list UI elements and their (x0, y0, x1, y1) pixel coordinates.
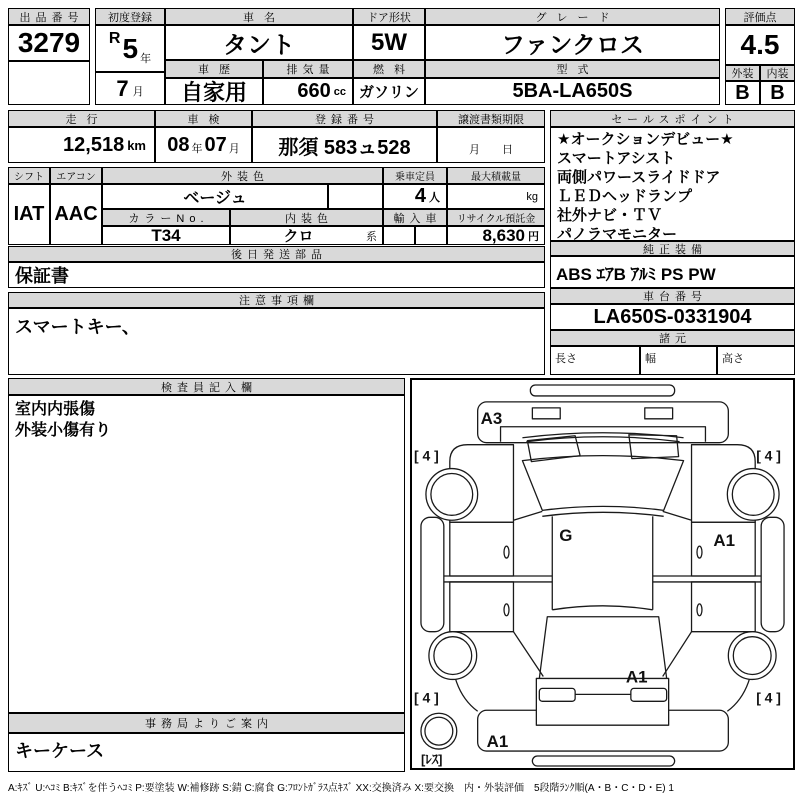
chassis-number: LA650S-0331904 (550, 304, 795, 330)
inspector-notes (8, 395, 405, 713)
aircon-header: エアコン (50, 167, 102, 184)
door-handle-right-rear (697, 604, 702, 616)
rear-bumper-grade-label: A1 (486, 732, 509, 752)
tire-mark-front-left: [ 4 ] (413, 447, 439, 464)
exterior-color-header: 外装色 (102, 167, 383, 184)
recycle-fee-header: リサイクル預託金 (447, 209, 545, 226)
exterior-color: ベージュ (102, 184, 328, 209)
spare-tire-outer (421, 713, 457, 749)
glass-grade-label: G (559, 526, 573, 546)
spec-header: 諸元 (550, 330, 795, 346)
rear-wheel-right (733, 637, 771, 675)
displacement (263, 78, 353, 105)
sales-point: パノラマモニター (557, 226, 678, 241)
front-wheel-left (431, 474, 473, 516)
a-pillar-right (663, 511, 692, 520)
fuel: ガソリン (353, 78, 425, 105)
c-pillar-right (663, 632, 692, 677)
car-diagram-svg (413, 381, 792, 767)
capacity-value: 4 (414, 185, 426, 207)
capacity-unit: 人 (429, 191, 440, 204)
later-parts-header: 後日発送部品 (8, 246, 545, 262)
front-lamp-right (645, 408, 673, 419)
first-registration-year-cell (95, 25, 165, 72)
interior-color-header: 内装色 (230, 209, 383, 226)
car-name: タント (165, 25, 353, 60)
inspection-month-unit: 月 (228, 143, 240, 155)
era-year-unit: 年 (140, 53, 152, 65)
reg-month-unit: 月 (132, 86, 144, 98)
model-header: 型式 (425, 60, 720, 78)
car-diagram-panel (410, 378, 795, 770)
office-notes: キーケース (8, 733, 405, 772)
auction-number-header: 出品番号 (8, 8, 90, 25)
sill-left (421, 517, 444, 631)
side-grade-label: A1 (713, 531, 736, 551)
history-header: 車歴 (165, 60, 263, 78)
mileage (8, 127, 155, 163)
recycle-fee (447, 226, 545, 245)
side-seam-left (444, 576, 552, 582)
door-shape: 5W (353, 25, 425, 60)
sales-point: 両側パワースライドドア (557, 169, 721, 186)
displacement-unit: cc (333, 85, 346, 98)
fuel-header: 燃料 (353, 60, 425, 78)
displacement-header: 排気量 (263, 60, 353, 78)
shift-header: シフト (8, 167, 50, 184)
tire-mark-rear-left: [ 4 ] (413, 689, 439, 706)
spec-width-cell: 幅 (640, 346, 717, 375)
sales-point: ★オークションデビュー★ (557, 131, 734, 148)
displacement-value: 660 (297, 80, 331, 102)
registration-number: 那須 583ュ528 (252, 127, 437, 163)
front-bumper-grade-label: A3 (480, 408, 503, 428)
inspection-year: 08 (167, 133, 190, 156)
roof-front-arc (542, 512, 663, 516)
door-handle-left-rear (504, 604, 509, 616)
inspection-date (155, 127, 252, 163)
shift-value: IAT (8, 184, 50, 245)
equipment-header: 純正装備 (550, 241, 795, 256)
legend-line: A:ｷｽﾞ U:ﾍｺﾐ B:ｷｽﾞを伴うﾍｺﾐ P:要塗装 W:補修跡 S:錆 C:腐食 G:ﾌﾛﾝﾄｶﾞﾗｽ点ｷｽﾞ XX:交換済み X:要交換 内・外装評価 5段階ﾗﾝｸ順(A・B・C・D・E) 1 (8, 776, 795, 796)
auction-number: 3279 (8, 25, 90, 61)
grade: ファンクロス (425, 25, 720, 60)
capacity-header: 乗車定員 (383, 167, 447, 184)
first-registration-month-cell (95, 72, 165, 105)
interior-score: B (760, 81, 795, 105)
score-header: 評価点 (725, 8, 795, 25)
color-no-header: カラーNo. (102, 209, 230, 226)
score-value: 4.5 (725, 25, 795, 65)
exterior-score-header: 外装 (725, 65, 760, 81)
equipment: ABS ｴｱB ｱﾙﾐ PS PW (550, 256, 795, 288)
interior-color-value: クロ (283, 228, 314, 245)
model-code: 5BA-LA650S (425, 78, 720, 105)
inspector-note: 室内内張傷 (15, 401, 96, 418)
front-bumper-inner-line (501, 427, 706, 442)
sales-points-header: セールスポイント (550, 110, 795, 127)
sales-points-list (550, 127, 795, 241)
recycle-fee-unit: 円 (528, 230, 539, 243)
sales-point: ＬＥＤヘッドランプ (557, 188, 693, 205)
door-handle-right-front (697, 546, 702, 558)
mileage-unit: km (127, 137, 146, 153)
notes: スマートキー、 (8, 308, 545, 375)
side-seam-right (653, 576, 761, 582)
import-car-header: 輸入車 (383, 209, 447, 226)
inspection-month: 07 (204, 133, 227, 156)
chassis-number-header: 車台番号 (550, 288, 795, 304)
tire-mark-rear-right: [ 4 ] (756, 689, 781, 706)
auction-number-empty-cell (8, 61, 90, 105)
recycle-fee-value: 8,630 (482, 226, 525, 245)
exterior-score: B (725, 81, 760, 105)
first-registration-header: 初度登録 (95, 8, 165, 25)
import-car-cell-2 (415, 226, 447, 245)
front-roof-strip (530, 385, 674, 396)
reg-month: 7 (116, 75, 129, 101)
front-wheel-right (732, 474, 774, 516)
aircon-value: AAC (50, 184, 102, 245)
rear-door-right (692, 582, 756, 632)
c-pillar-left (513, 632, 543, 677)
rear-window-arc-1 (552, 606, 652, 610)
inspector-notes-header: 検査員記入欄 (8, 378, 405, 395)
later-parts: 保証書 (8, 262, 545, 288)
import-car-cell-1 (383, 226, 415, 245)
office-header: 事務局よりご案内 (8, 713, 405, 733)
notes-header: 注意事項欄 (8, 292, 545, 308)
interior-color-suffix: 系 (366, 230, 377, 243)
registration-number-header: 登録番号 (252, 110, 437, 127)
car-name-header: 車名 (165, 8, 353, 25)
door-handle-left-front (504, 546, 509, 558)
rear-glass-shape (539, 617, 666, 683)
interior-score-header: 内装 (760, 65, 795, 81)
grade-header: グレード (425, 8, 720, 25)
mileage-header: 走行 (8, 110, 155, 127)
transfer-deadline-header: 譲渡書類期限 (437, 110, 545, 127)
windshield-shape (522, 456, 683, 511)
sales-point: 社外ナビ・ＴＶ (557, 207, 663, 224)
exterior-color-empty-cell (328, 184, 383, 209)
door-shape-header: ドア形状 (353, 8, 425, 25)
rear-wheel-left (434, 637, 472, 675)
transfer-deadline: 月 日 (437, 127, 545, 163)
spec-height-cell: 高さ (717, 346, 795, 375)
inspection-header: 車検 (155, 110, 252, 127)
payload-header: 最大積載量 (447, 167, 545, 184)
tire-mark-front-right: [ 4 ] (756, 447, 781, 464)
color-no: T34 (102, 226, 230, 245)
spare-mark-label: [ﾚｽ] (420, 751, 443, 767)
spec-length-cell: 長さ (550, 346, 640, 375)
inspection-year-unit: 年 (191, 143, 203, 155)
sales-point: スマートアシスト (557, 150, 676, 167)
front-lamp-left (532, 408, 560, 419)
era-year: 5 (122, 32, 139, 64)
inspector-note: 外装小傷有り (15, 422, 112, 439)
rear-glass-grade-label: A1 (625, 667, 648, 687)
rear-bottom-strip (532, 756, 674, 766)
history: 自家用 (165, 78, 263, 105)
interior-color (230, 226, 383, 245)
cowl-arc-2 (526, 437, 679, 442)
era-letter: R (108, 30, 121, 47)
payload: kg (447, 184, 545, 209)
a-pillar-left (513, 511, 542, 520)
mileage-value: 12,518 (63, 133, 125, 156)
sill-right (761, 517, 784, 631)
capacity (383, 184, 447, 209)
